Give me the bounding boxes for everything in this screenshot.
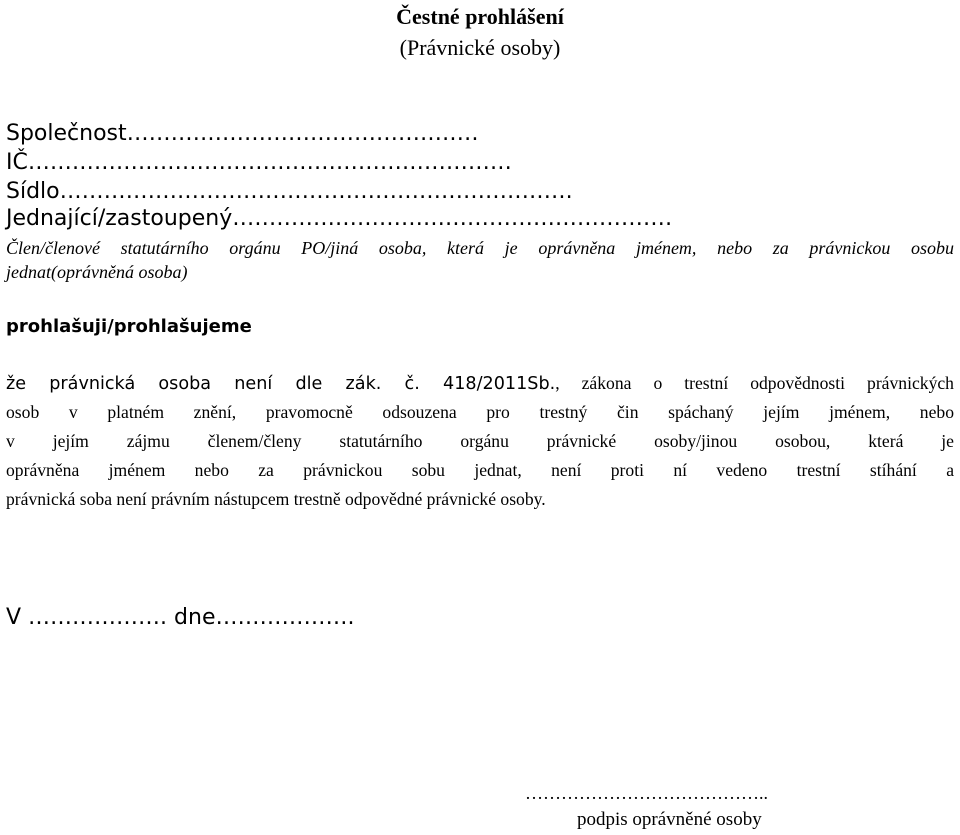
paragraph-line-1-rest: , zákona o trestní odpovědnosti právnických — [555, 373, 954, 393]
paragraph-line-2: osob v platném znění, pravomocně odsouzena pro trestný čin spáchaný jejím jménem, nebo — [6, 402, 954, 422]
paragraph-line-3: v jejím zájmu členem/členy statutárního orgánu právnické osoby/jinou osobou, která je — [6, 431, 954, 451]
field-spolecnost: Společnost………………………………………… — [6, 121, 479, 146]
note-line-2: jednat(oprávněná osoba) — [6, 262, 188, 282]
field-sidlo: Sídlo……………………………………………………………. — [6, 179, 573, 204]
place-date-line: V ………………. dne………………. — [6, 605, 355, 630]
field-ic: IČ………………………………………………………… — [6, 150, 512, 175]
paragraph-line-5: právnická soba není právním nástupcem trestně odpovědné právnické osoby. — [6, 489, 546, 509]
paragraph-line-1 — [6, 373, 954, 394]
signature-label: podpis oprávněné osoby — [577, 809, 762, 830]
paragraph-line-1-sans: že právnická osoba není dle zák. č. 418/2011Sb. — [6, 374, 556, 394]
field-jednajici: Jednající/zastoupený…………………………………………………… — [6, 206, 673, 231]
note-line-1: Člen/členové statutárního orgánu PO/jiná osoba, která je oprávněna jménem, nebo za právnickou osobu — [6, 238, 954, 258]
document-subtitle: (Právnické osoby) — [399, 35, 561, 60]
signature-line: ………………………………….. — [525, 783, 768, 803]
paragraph-line-4: oprávněna jménem nebo za právnickou sobu jednat, není proti ní vedeno trestní stíhání a — [6, 460, 954, 480]
declaration-heading: prohlašuji/prohlašujeme — [6, 316, 252, 337]
document-title: Čestné prohlášení — [396, 4, 564, 29]
